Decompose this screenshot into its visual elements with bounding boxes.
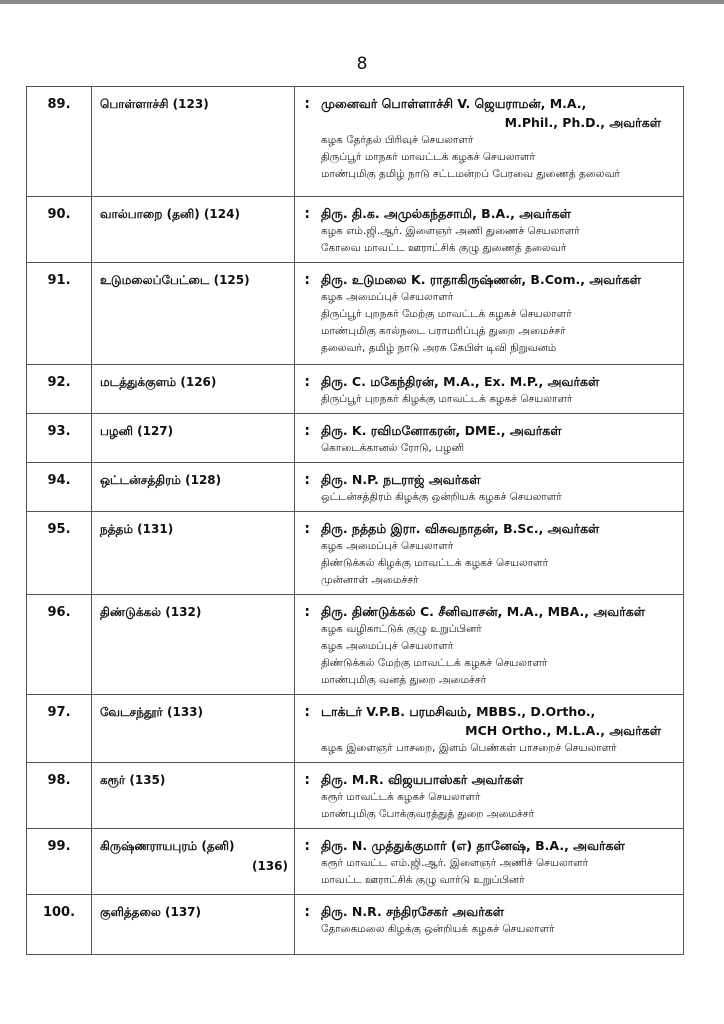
constituency-cell	[92, 763, 295, 829]
colon-separator: :	[295, 463, 312, 512]
table-row	[27, 512, 684, 595]
candidate-role: கழக எம்.ஜி.ஆர். இளைஞர் அணி துணைச் செயலாளர்	[321, 225, 580, 237]
constituency-cell	[92, 87, 295, 197]
constituency-cell	[92, 895, 295, 955]
table-row	[27, 595, 684, 695]
constituency-cell	[92, 365, 295, 414]
candidate-table	[26, 86, 684, 955]
candidate-role: ஒட்டன்சத்திரம் கிழக்கு ஒன்றியக் கழகச் செயலாளர்	[321, 491, 562, 503]
constituency-name: வேடசந்தூர் (133)	[100, 705, 204, 719]
constituency-cell	[92, 197, 295, 263]
candidate-role: கரூர் மாவட்ட எம்.ஜி.ஆர். இளைஞர் அணிச் செயலாளர்	[321, 857, 589, 869]
constituency-cell	[92, 414, 295, 463]
candidate-role: கோவை மாவட்ட ஊராட்சிக் குழு துணைத் தலைவர்	[321, 242, 567, 254]
candidate-name: திரு. N.P. நடராஜ் அவர்கள்	[321, 472, 481, 487]
candidate-name: திரு. உடுமலை K. ராதாகிருஷ்ணன், B.Com., அவர்கள்	[321, 272, 642, 287]
candidate-role: மாண்புமிகு போக்குவரத்துத் துறை அமைச்சர்	[321, 808, 535, 820]
candidate-details	[311, 365, 684, 414]
candidate-details	[311, 763, 684, 829]
candidate-details	[311, 263, 684, 365]
serial-number: 99.	[27, 829, 92, 895]
candidate-details	[311, 463, 684, 512]
constituency-cell	[92, 463, 295, 512]
constituency-name: கிருஷ்ணராயபுரம் (தனி)	[100, 839, 235, 853]
candidate-details	[311, 829, 684, 895]
candidate-role: திண்டுக்கல் கிழக்கு மாவட்டக் கழகச் செயலாளர்	[321, 557, 549, 569]
candidate-name: திரு. K. ரவிமனோகரன், DME., அவர்கள்	[321, 423, 562, 438]
candidate-role: மாண்புமிகு வனத் துறை அமைச்சர்	[321, 674, 487, 686]
table-row	[27, 263, 684, 365]
candidate-role: மாவட்ட ஊராட்சிக் குழு வார்டு உறுப்பினர்	[321, 874, 525, 886]
candidate-role: மாண்புமிகு கால்நடை பராமரிப்புத் துறை அமைச்சர்	[321, 325, 566, 337]
colon-separator: :	[295, 197, 312, 263]
candidate-name: திரு. தி.க. அமுல்கந்தசாமி, B.A., அவர்கள்	[321, 206, 571, 221]
page-number: 8	[356, 54, 368, 74]
candidate-role: கரூர் மாவட்டக் கழகச் செயலாளர்	[321, 791, 481, 803]
serial-number: 93.	[27, 414, 92, 463]
serial-number: 98.	[27, 763, 92, 829]
candidate-details	[311, 87, 684, 197]
candidate-details	[311, 895, 684, 955]
candidate-role: திருப்பூர் புறநகர் கிழக்கு மாவட்டக் கழகச் செயலாளர்	[321, 393, 573, 405]
candidate-name: திரு. N.R. சந்திரசேகர் அவர்கள்	[321, 904, 505, 919]
serial-number: 97.	[27, 695, 92, 763]
table-row	[27, 197, 684, 263]
serial-number: 90.	[27, 197, 92, 263]
candidate-role: கழக அமைப்புச் செயலாளர்	[321, 640, 454, 652]
candidate-details	[311, 595, 684, 695]
candidate-role: கழக தேர்தல் பிரிவுச் செயலாளர்	[321, 134, 474, 146]
serial-number: 89.	[27, 87, 92, 197]
candidate-name-continued: M.Phil., Ph.D., அவர்கள்	[504, 115, 661, 130]
colon-separator: :	[295, 695, 312, 763]
constituency-name: குளித்தலை (137)	[100, 905, 202, 919]
candidate-role: தோகைமலை கிழக்கு ஒன்றியக் கழகச் செயலாளர்	[321, 923, 555, 935]
colon-separator: :	[295, 87, 312, 197]
candidate-role: திருப்பூர் புறநகர் மேற்கு மாவட்டக் கழகச் செயலாளர்	[321, 308, 572, 320]
constituency-name: ஒட்டன்சத்திரம் (128)	[100, 473, 222, 487]
constituency-name: பழனி (127)	[100, 424, 174, 438]
colon-separator: :	[295, 414, 312, 463]
top-border-line	[0, 0, 724, 4]
constituency-cell	[92, 595, 295, 695]
colon-separator: :	[295, 895, 312, 955]
table-row	[27, 763, 684, 829]
colon-separator: :	[295, 365, 312, 414]
candidate-role: கொடைக்கானல் ரோடு, பழனி	[321, 442, 465, 454]
candidate-details	[311, 512, 684, 595]
table-row	[27, 414, 684, 463]
candidate-name: முனைவர் பொள்ளாச்சி V. ஜெயராமன், M.A.,	[321, 96, 587, 111]
constituency-cell	[92, 512, 295, 595]
candidate-role: கழக அமைப்புச் செயலாளர்	[321, 291, 454, 303]
candidate-role: திண்டுக்கல் மேற்கு மாவட்டக் கழகச் செயலாளர்	[321, 657, 548, 669]
colon-separator: :	[295, 829, 312, 895]
constituency-cell	[92, 263, 295, 365]
constituency-name: திண்டுக்கல் (132)	[100, 605, 202, 619]
candidate-details	[311, 197, 684, 263]
candidate-name: திரு. C. மகேந்திரன், M.A., Ex. M.P., அவர்கள்	[321, 374, 600, 389]
constituency-name: கரூர் (135)	[100, 773, 166, 787]
candidate-role: திருப்பூர் மாநகர் மாவட்டக் கழகச் செயலாளர்	[321, 151, 535, 163]
candidate-role: மாண்புமிகு தமிழ் நாடு சட்டமன்றப் பேரவை துணைத் தலைவர்	[321, 168, 621, 180]
table-row	[27, 829, 684, 895]
serial-number: 100.	[27, 895, 92, 955]
serial-number: 92.	[27, 365, 92, 414]
colon-separator: :	[295, 263, 312, 365]
table-row	[27, 463, 684, 512]
candidate-details	[311, 414, 684, 463]
serial-number: 96.	[27, 595, 92, 695]
colon-separator: :	[295, 595, 312, 695]
candidate-name-continued: MCH Ortho., M.L.A., அவர்கள்	[465, 723, 661, 738]
candidate-role: கழக வழிகாட்டுக் குழு உறுப்பினர்	[321, 623, 482, 635]
table-row	[27, 87, 684, 197]
candidate-name: திரு. நத்தம் இரா. விசுவநாதன், B.Sc., அவர்கள்	[321, 521, 600, 536]
table-row	[27, 365, 684, 414]
candidate-role: தலைவர், தமிழ் நாடு அரசு கேபிள் டிவி நிறுவனம்	[321, 342, 557, 354]
candidate-name: திரு. M.R. விஜயபாஸ்கர் அவர்கள்	[321, 772, 524, 787]
constituency-name: உடுமலைப்பேட்டை (125)	[100, 273, 250, 287]
constituency-name: நத்தம் (131)	[100, 522, 174, 536]
colon-separator: :	[295, 763, 312, 829]
serial-number: 91.	[27, 263, 92, 365]
constituency-cell	[92, 829, 295, 895]
constituency-number: (136)	[251, 859, 288, 873]
serial-number: 94.	[27, 463, 92, 512]
constituency-name: வால்பாறை (தனி) (124)	[100, 207, 240, 221]
candidate-role: கழக அமைப்புச் செயலாளர்	[321, 540, 454, 552]
table-row	[27, 895, 684, 955]
candidate-role: கழக இளைஞர் பாசறை, இளம் பெண்கள் பாசறைச் செயலாளர்	[321, 742, 617, 754]
constituency-name: பொள்ளாச்சி (123)	[100, 97, 209, 111]
candidate-name: திரு. திண்டுக்கல் C. சீனிவாசன், M.A., MBA., அவர்கள்	[321, 604, 646, 619]
colon-separator: :	[295, 512, 312, 595]
candidate-name: திரு. N. முத்துக்குமார் (எ) தானேஷ், B.A., அவர்கள்	[321, 838, 625, 853]
candidate-details	[311, 695, 684, 763]
constituency-name: மடத்துக்குளம் (126)	[100, 375, 217, 389]
table-row	[27, 695, 684, 763]
candidate-role: முன்னாள் அமைச்சர்	[321, 574, 419, 586]
constituency-cell	[92, 695, 295, 763]
serial-number: 95.	[27, 512, 92, 595]
candidate-name: டாக்டர் V.P.B. பரமசிவம், MBBS., D.Ortho.,	[321, 704, 596, 719]
